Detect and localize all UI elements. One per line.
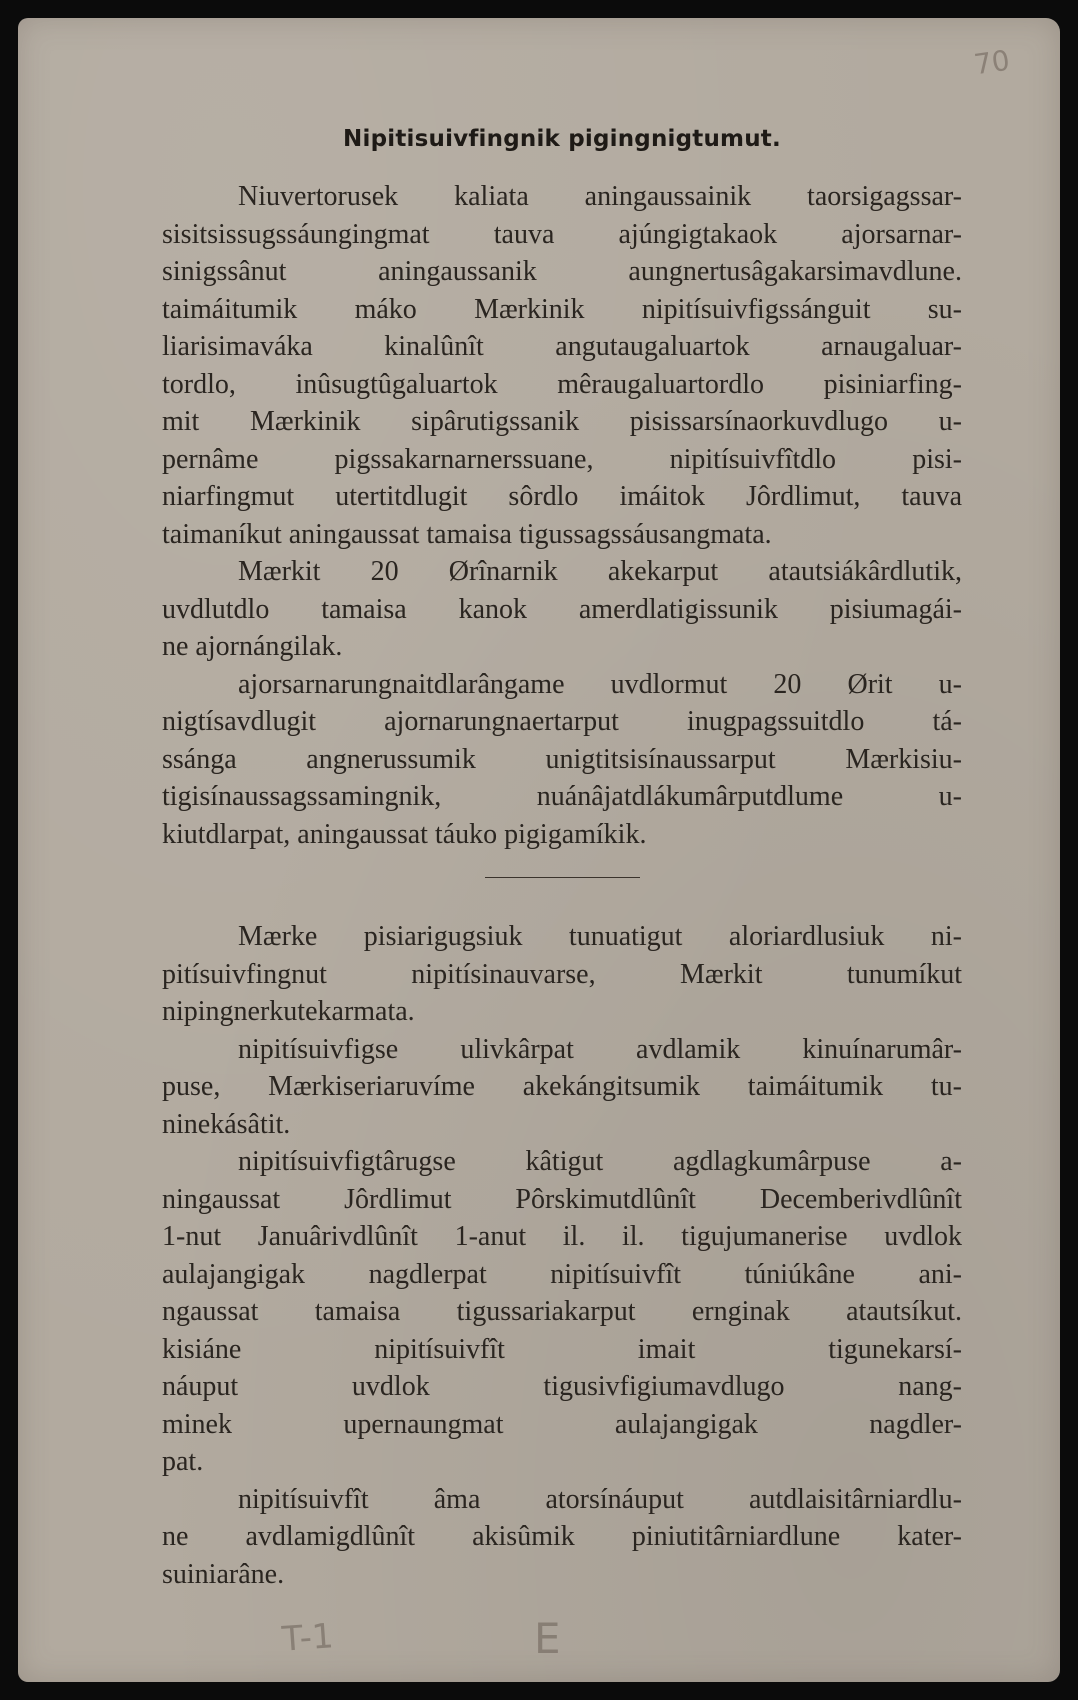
text-line: nipitísuivfît âma atorsínáuput autdlaisitârniardlu- bbox=[238, 1483, 962, 1515]
text-line: uvdlutdlo tamaisa kanok amerdlatigissunik pisiumagái- bbox=[162, 593, 962, 625]
text-line: liarisimaváka kinalûnît angutaugaluartok arnaugaluar- bbox=[162, 331, 962, 362]
section-1 bbox=[162, 178, 962, 853]
text-line: puse, Mærkiseriaruvíme akekángitsumik taimáitumik tu- bbox=[162, 1071, 962, 1102]
text-line: ssánga angnerussumik unigtitsisínaussarput Mærkisiu- bbox=[162, 743, 962, 775]
text-line: tordlo, inûsugtûgaluartok mêraugaluartordlo pisiniarfing- bbox=[162, 368, 962, 400]
text-line: nipingnerkutekarmata. bbox=[162, 996, 415, 1027]
pencil-mark-top: 70 bbox=[972, 43, 1013, 82]
text-line: Mærkit 20 Ørînarnik akekarput atautsiákârdlutik, bbox=[238, 556, 962, 587]
text-line: taimaníkut aningaussat tamaisa tigussagssáusangmata. bbox=[162, 518, 772, 550]
paragraph bbox=[162, 918, 962, 1031]
text-line: ajorsarnarungnaitdlarângame uvdlormut 20 Ørit u- bbox=[238, 668, 962, 700]
text-line: Niuvertorusek kaliata aningaussainik taorsigagssar- bbox=[238, 181, 962, 212]
text-line: pat. bbox=[162, 1446, 204, 1477]
text-line: ninekásâtit. bbox=[162, 1108, 291, 1140]
paragraph bbox=[162, 1143, 962, 1481]
paragraph bbox=[162, 1031, 962, 1144]
text-line: sinigssânut aningaussanik aungnertusâgakarsimavdlune. bbox=[162, 256, 962, 287]
text-line: minek upernaungmat aulajangigak nagdler- bbox=[162, 1408, 962, 1440]
text-line: mit Mærkinik sipârutigssanik pisissarsínaorkuvdlugo u- bbox=[162, 406, 962, 437]
document-card bbox=[18, 18, 1060, 1682]
pencil-mark-left: T-1 bbox=[280, 1616, 335, 1660]
text-line: kisiáne nipitísuivfît imait tigunekarsí- bbox=[162, 1333, 962, 1365]
text-line: ngaussat tamaisa tigussariakarput ernginak atautsíkut. bbox=[162, 1296, 962, 1327]
text-line: pitísuivfingnut nipitísinauvarse, Mærkit tunumíkut bbox=[162, 958, 962, 990]
text-line: 1-nut Januârivdlûnît 1-anut il. il. tigujumanerise uvdlok bbox=[162, 1221, 962, 1252]
page-title: Nipitisuivfingnik pigingnigtumut. bbox=[343, 126, 781, 152]
text-line: náuput uvdlok tigusivfigiumavdlugo nang- bbox=[162, 1371, 962, 1402]
text-line: suiniarâne. bbox=[162, 1558, 285, 1590]
text-line: ningaussat Jôrdlimut Pôrskimutdlûnît Decemberivdlûnît bbox=[162, 1183, 962, 1215]
document-body bbox=[162, 126, 962, 1593]
paragraph bbox=[162, 178, 962, 553]
text-line: aulajangigak nagdlerpat nipitísuivfît túniúkâne ani- bbox=[162, 1258, 962, 1290]
text-line: nipitísuivfigse ulivkârpat avdlamik kinuínarumâr- bbox=[238, 1033, 962, 1065]
text-line: Mærke pisiarigugsiuk tunuatigut aloriardlusiuk ni- bbox=[238, 921, 962, 952]
text-line: pernâme pigssakarnarnerssuane, nipitísuivfîtdlo pisi- bbox=[162, 443, 962, 475]
text-line: sisitsissugssáungingmat tauva ajúngigtakaok ajorsarnar- bbox=[162, 218, 962, 250]
paragraph bbox=[162, 666, 962, 854]
text-line: ne ajornángilak. bbox=[162, 631, 343, 662]
pencil-mark-mid: E bbox=[534, 1614, 561, 1663]
text-line: tigisínaussagssamingnik, nuánâjatdlákumârputdlume u- bbox=[162, 781, 962, 812]
text-line: niarfingmut utertitdlugit sôrdlo imáitok Jôrdlimut, tauva bbox=[162, 481, 962, 512]
section-2 bbox=[162, 918, 962, 1593]
text-line: ne avdlamigdlûnît akisûmik piniutitârniardlune kater- bbox=[162, 1521, 962, 1552]
text-line: nipitísuivfigtârugse kâtigut agdlagkumârpuse a- bbox=[238, 1146, 962, 1177]
text-line: nigtísavdlugit ajornarungnaertarput inugpagssuitdlo tá- bbox=[162, 706, 962, 737]
text-line: kiutdlarpat, aningaussat táuko pigigamíkik. bbox=[162, 818, 647, 850]
paragraph bbox=[162, 1481, 962, 1594]
text-line: taimáitumik máko Mærkinik nipitísuivfigssánguit su- bbox=[162, 293, 962, 325]
paragraph bbox=[162, 553, 962, 666]
section-divider bbox=[485, 877, 640, 878]
